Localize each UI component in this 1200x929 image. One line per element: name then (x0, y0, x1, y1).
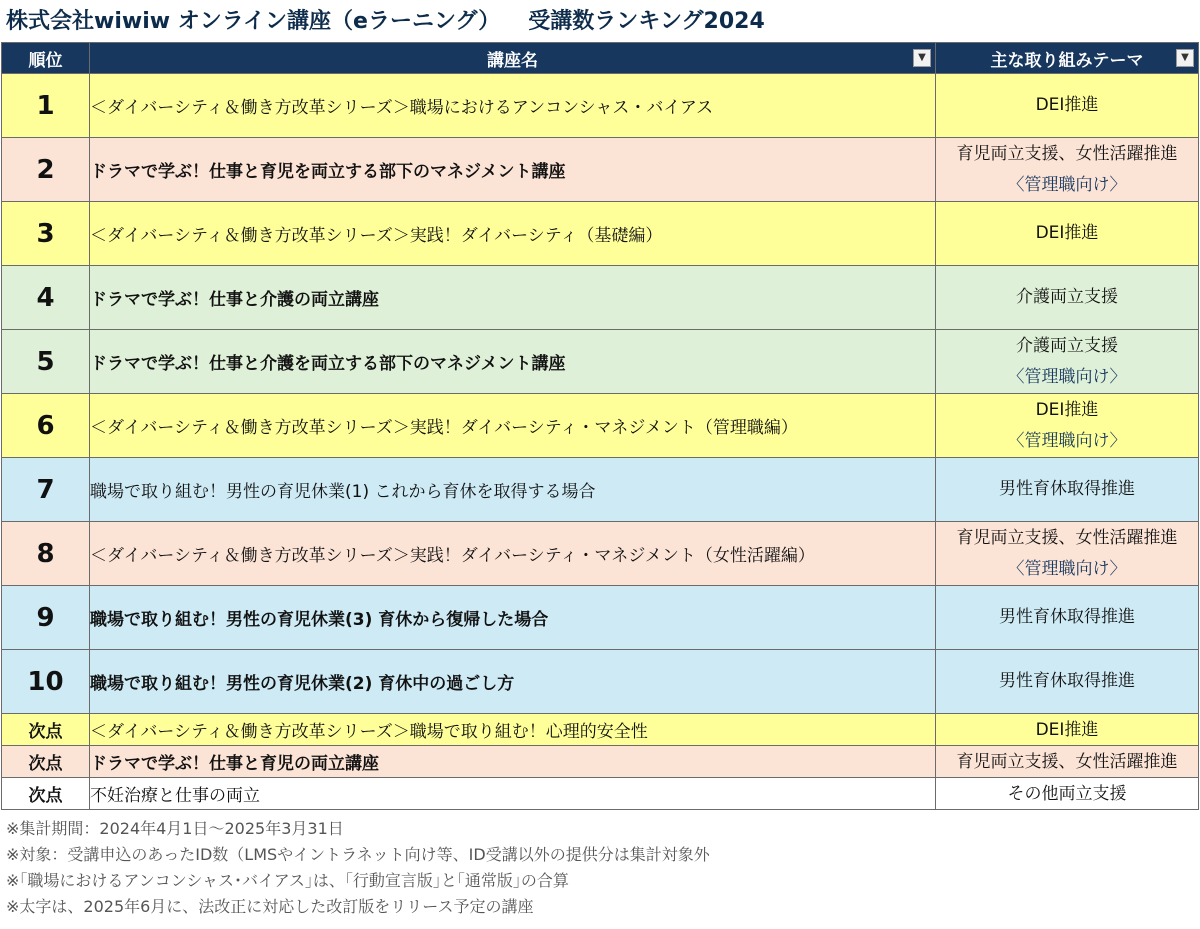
rank-cell: 次点 (2, 746, 90, 778)
rank-cell: 2 (2, 138, 90, 202)
theme-cell (936, 138, 1199, 202)
course-cell: ＜ダイバーシティ＆働き方改革シリーズ＞実践！ダイバーシティ（基礎編） (90, 202, 936, 266)
course-cell: 不妊治療と仕事の両立 (90, 778, 936, 810)
theme-text: 育児両立支援、女性活躍推進 (956, 751, 1178, 772)
theme-cell (936, 202, 1199, 266)
course-cell: ドラマで学ぶ！仕事と育児を両立する部下のマネジメント講座 (90, 138, 936, 202)
title-sub: 受講数ランキング2024 (528, 9, 765, 34)
rank-cell: 次点 (2, 714, 90, 746)
theme-audience: 〈管理職向け〉 (1007, 174, 1127, 195)
table-row (2, 330, 1199, 394)
title-main: 株式会社wiwiw オンライン講座（eラーニング） (6, 9, 501, 34)
header-course: 講座名 ▼ (90, 43, 936, 74)
theme-audience: 〈管理職向け〉 (1007, 366, 1127, 387)
course-cell: ＜ダイバーシティ＆働き方改革シリーズ＞職場で取り組む！心理的安全性 (90, 714, 936, 746)
table-row (2, 458, 1199, 522)
rank-cell: 次点 (2, 778, 90, 810)
theme-text: 男性育休取得推進 (999, 479, 1135, 499)
table-row (2, 746, 1199, 778)
rank-cell: 4 (2, 266, 90, 330)
course-cell: ＜ダイバーシティ＆働き方改革シリーズ＞実践！ダイバーシティ・マネジメント（女性活躍編） (90, 522, 936, 586)
theme-text: 介護両立支援 (1016, 335, 1118, 356)
rank-cell: 10 (2, 650, 90, 714)
rank-cell: 9 (2, 586, 90, 650)
theme-text: 男性育休取得推進 (999, 671, 1135, 691)
theme-cell (936, 746, 1199, 778)
theme-text: 育児両立支援、女性活躍推進 (956, 143, 1178, 164)
theme-cell (936, 714, 1199, 746)
header-row (2, 43, 1199, 74)
theme-text: 介護両立支援 (1016, 287, 1118, 307)
footnote: ※太字は、2025年6月に、法改正に対応した改訂版をリリース予定の講座 (6, 897, 534, 916)
ranking-table (1, 42, 1199, 810)
header-rank: 順位 (2, 43, 90, 74)
course-cell: 職場で取り組む！男性の育児休業(1) これから育休を取得する場合 (90, 458, 936, 522)
course-cell: ドラマで学ぶ！仕事と介護の両立講座 (90, 266, 936, 330)
table-row (2, 778, 1199, 810)
page-title (6, 4, 765, 40)
course-cell: ＜ダイバーシティ＆働き方改革シリーズ＞職場におけるアンコンシャス・バイアス (90, 74, 936, 138)
footnote: ※集計期間：2024年4月1日～2025年3月31日 (6, 819, 344, 838)
theme-text: 育児両立支援、女性活躍推進 (956, 527, 1178, 548)
rank-cell: 6 (2, 394, 90, 458)
rank-cell: 1 (2, 74, 90, 138)
rank-cell: 5 (2, 330, 90, 394)
course-cell: ドラマで学ぶ！仕事と介護を両立する部下のマネジメント講座 (90, 330, 936, 394)
theme-text: DEI推進 (1035, 95, 1099, 115)
course-cell: ＜ダイバーシティ＆働き方改革シリーズ＞実践！ダイバーシティ・マネジメント（管理職編） (90, 394, 936, 458)
table-row (2, 522, 1199, 586)
theme-audience: 〈管理職向け〉 (1007, 558, 1127, 579)
footnote: ※｢職場におけるアンコンシャス･バイアス｣は、｢行動宣言版｣と｢通常版｣の合算 (6, 871, 569, 890)
filter-dropdown-icon[interactable]: ▼ (1176, 49, 1194, 67)
theme-cell (936, 394, 1199, 458)
theme-cell (936, 74, 1199, 138)
theme-cell (936, 266, 1199, 330)
course-cell: ドラマで学ぶ！仕事と育児の両立講座 (90, 746, 936, 778)
theme-text: DEI推進 (1035, 399, 1099, 420)
theme-text: DEI推進 (1035, 719, 1099, 740)
table-row (2, 394, 1199, 458)
theme-cell (936, 330, 1199, 394)
table-row (2, 266, 1199, 330)
rank-cell: 8 (2, 522, 90, 586)
theme-text: 男性育休取得推進 (999, 607, 1135, 627)
footnote: ※対象：受講申込のあったID数（LMSやイントラネット向け等、ID受講以外の提供分は集計対象外 (6, 845, 710, 864)
course-cell: 職場で取り組む！男性の育児休業(2) 育休中の過ごし方 (90, 650, 936, 714)
header-theme: 主な取り組みテーマ ▼ (936, 43, 1199, 74)
table-row (2, 586, 1199, 650)
theme-audience: 〈管理職向け〉 (1007, 430, 1127, 451)
table-row (2, 202, 1199, 266)
rank-cell: 7 (2, 458, 90, 522)
table-row (2, 74, 1199, 138)
table-row (2, 714, 1199, 746)
footnotes (6, 816, 710, 920)
table-row (2, 138, 1199, 202)
theme-cell (936, 650, 1199, 714)
rank-cell: 3 (2, 202, 90, 266)
theme-text: DEI推進 (1035, 223, 1099, 243)
theme-cell (936, 586, 1199, 650)
theme-text: その他両立支援 (1007, 783, 1127, 804)
theme-cell (936, 778, 1199, 810)
theme-cell (936, 522, 1199, 586)
theme-cell (936, 458, 1199, 522)
course-cell: 職場で取り組む！男性の育児休業(3) 育休から復帰した場合 (90, 586, 936, 650)
table-row (2, 650, 1199, 714)
filter-dropdown-icon[interactable]: ▼ (913, 49, 931, 67)
